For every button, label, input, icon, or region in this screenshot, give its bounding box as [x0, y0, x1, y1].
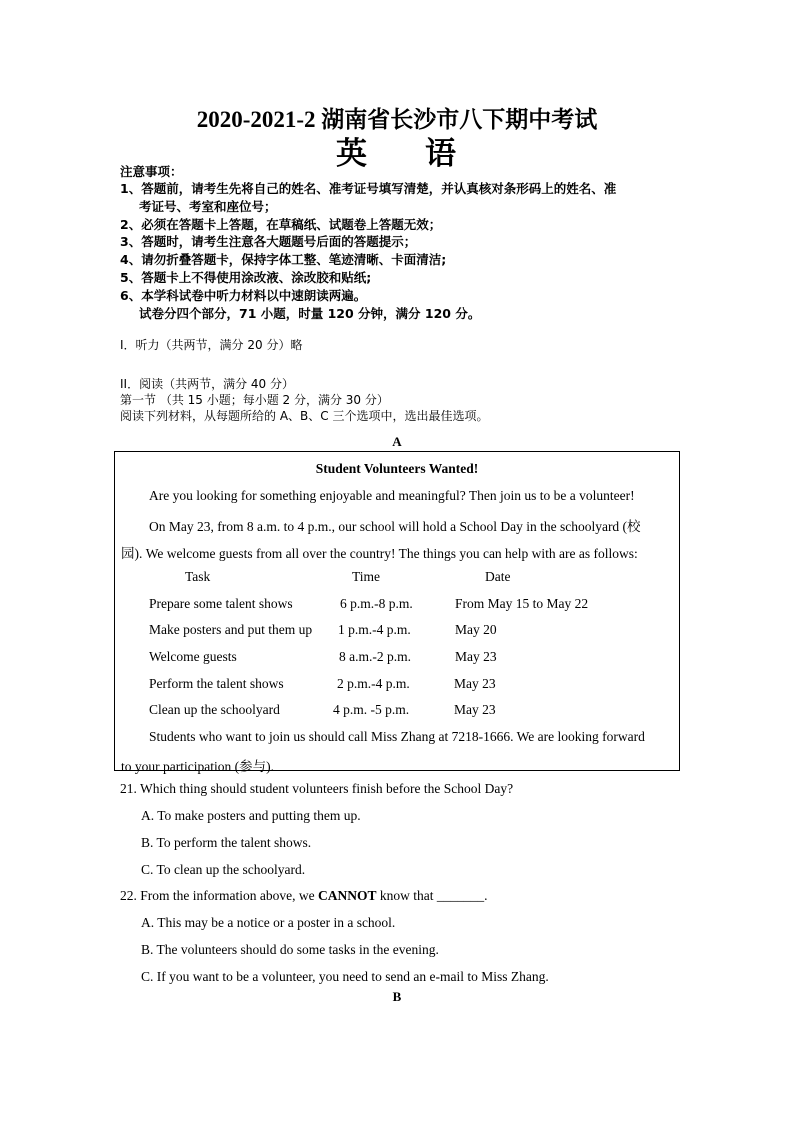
question-22-stem-end: know that _______. — [376, 888, 488, 903]
passage-a-closing-line2: to your participation (参与). — [121, 759, 274, 774]
table-cell-date: May 23 — [454, 676, 496, 691]
notes-list — [120, 180, 690, 322]
table-cell-time: 2 p.m.-4 p.m. — [337, 676, 410, 691]
passage-b-label: B — [392, 989, 402, 1004]
passage-a-para1: Are you looking for something enjoyable and meaningful? Then join us to be a volunteer! — [149, 488, 635, 503]
passage-a-para2-line2: 园). We welcome guests from all over the country! The things you can help with are as follows: — [121, 546, 638, 561]
question-22-stem-emphasis: CANNOT — [317, 888, 377, 903]
passage-a-title: Student Volunteers Wanted! — [315, 461, 479, 476]
table-cell-task: Perform the talent shows — [149, 676, 284, 691]
note-item: 6、本学科试卷中听力材料以中速朗读两遍。 — [120, 287, 367, 303]
question-22-option-a[interactable]: A. This may be a notice or a poster in a school. — [141, 915, 396, 930]
table-cell-task: Welcome guests — [149, 649, 237, 664]
table-cell-time: 8 a.m.-2 p.m. — [339, 649, 411, 664]
note-item: 3、答题时，请考生注意各大题题号后面的答题提示； — [120, 234, 417, 250]
note-item: 试卷分四个部分，71 小题，时量 120 分钟，满分 120 分。 — [139, 305, 481, 321]
table-cell-time: 6 p.m.-8 p.m. — [340, 596, 413, 611]
question-22-stem — [120, 888, 487, 904]
section-listening: I．听力（共两节，满分 20 分）略 — [120, 338, 303, 352]
note-item: 5、答题卡上不得使用涂改液、涂改胶和贴纸; — [120, 269, 372, 285]
table-cell-time: 1 p.m.-4 p.m. — [338, 622, 411, 637]
passage-a-label: A — [392, 434, 402, 449]
question-22-stem-start: 22. From the information above, we — [120, 888, 318, 903]
note-item: 1、答题前，请考生先将自己的姓名、准考证号填写清楚，并认真核对条形码上的姓名、准 — [120, 181, 617, 196]
table-cell-task: Clean up the schoolyard — [149, 702, 280, 717]
section-instruction: 阅读下列材料，从每题所给的 A、B、C 三个选项中，选出最佳选项。 — [120, 409, 489, 423]
question-21-option-a[interactable]: A. To make posters and putting them up. — [141, 808, 361, 823]
question-21-stem: 21. Which thing should student volunteers finish before the School Day? — [120, 781, 514, 796]
section-reading: II．阅读（共两节，满分 40 分） — [120, 377, 294, 391]
note-item: 考证号、考室和座位号； — [139, 198, 277, 214]
table-header-date: Date — [485, 569, 511, 584]
table-cell-date: May 23 — [454, 702, 496, 717]
table-cell-task: Make posters and put them up — [149, 622, 313, 637]
table-header-task: Task — [185, 569, 211, 584]
exam-title: 2020-2021-2 湖南省长沙市八下期中考试 — [196, 107, 598, 132]
question-22-option-b[interactable]: B. The volunteers should do some tasks in the evening. — [141, 942, 439, 957]
question-21-option-c[interactable]: C. To clean up the schoolyard. — [141, 862, 306, 877]
subject-title-right: 语 — [425, 136, 458, 171]
question-22-option-c[interactable]: C. If you want to be a volunteer, you need to send an e-mail to Miss Zhang. — [141, 969, 549, 984]
subject-title-left: 英 — [336, 136, 369, 171]
table-cell-date: May 20 — [455, 622, 497, 637]
passage-a-para2-line1: On May 23, from 8 a.m. to 4 p.m., our school will hold a School Day in the schoolyard (校 — [149, 519, 641, 534]
note-item: 2、必须在答题卡上答题，在草稿纸、试题卷上答题无效； — [120, 216, 442, 232]
passage-a-box — [114, 451, 680, 774]
table-cell-time: 4 p.m. -5 p.m. — [333, 702, 410, 717]
table-cell-date: May 23 — [455, 649, 497, 664]
table-cell-date: From May 15 to May 22 — [455, 596, 589, 611]
question-21-option-b[interactable]: B. To perform the talent shows. — [141, 835, 312, 850]
table-header-time: Time — [352, 569, 381, 584]
table-cell-task: Prepare some talent shows — [149, 596, 293, 611]
passage-a-closing-line1: Students who want to join us should call Miss Zhang at 7218-1666. We are looking forward — [149, 729, 645, 744]
notes-heading: 注意事项： — [120, 164, 183, 179]
note-item: 4、请勿折叠答题卡，保持字体工整、笔迹清晰、卡面清洁; — [120, 252, 447, 268]
section-part1: 第一节 （共 15 小题；每小题 2 分，满分 30 分） — [120, 393, 389, 407]
